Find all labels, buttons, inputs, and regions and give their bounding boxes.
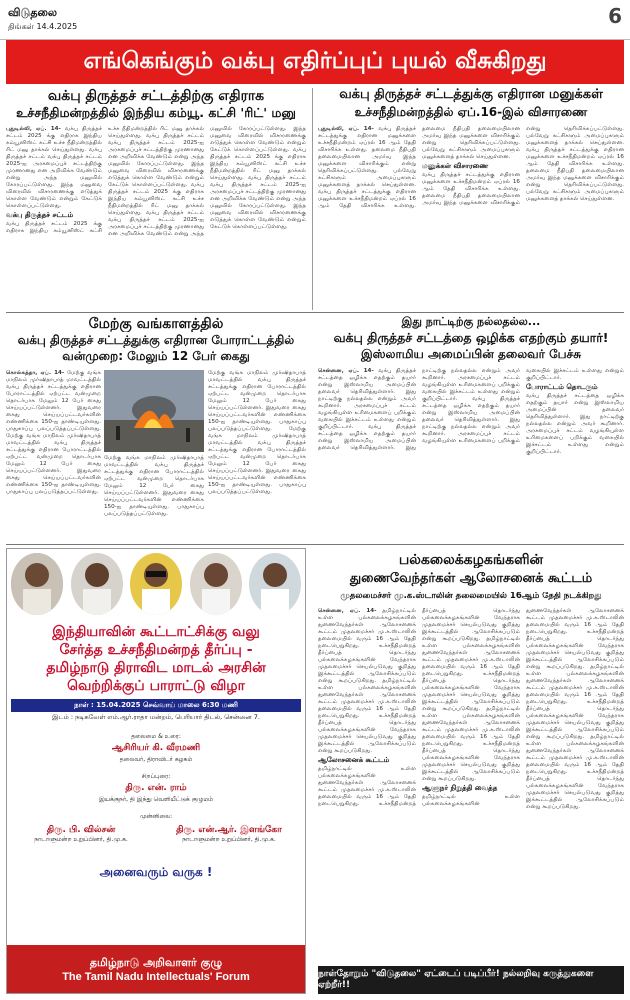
page-number: 6 <box>608 4 622 28</box>
ad-date: நாள் : 15.04.2025 செவ்வாய் மாலை 6:30 மணி <box>11 699 301 712</box>
story5-headline1: பல்கலைக்கழகங்களின் <box>398 552 544 568</box>
story3-body: மேற்கு வங்க மாநிலம் முர்ஷிதாபாத் மாவட்டத்தில் வக்பு திருத்தச் சட்டத்துக்கு எதிரான போராட்டத்தில் ஏற்பட்ட வன்முறை தொடர்பாக மேலும் 12 பேர் கைது செய்யப்பட்டுள்ளனர். இதுவரை கைது செய்யப்பட்டவர்களின் எண்ணிக்கை 150-ஐ தாண்டியுள்ளது. பாதுகாப்பு பலப்படுத்தப்பட்டுள்ளது. <box>6 370 101 432</box>
story5-body-cont: தமிழ்நாட்டில் உள்ள பல்கலைக்கழகங்களின் துணைவேந்தர்கள் ஆலோசனைக் கூட்டம் முதலமைச்சர் மு.க.ஸ்டாலின் தலைமையில் வரும் 16 ஆம் தேதி நடைபெறுகிறது. உச்சநீதிமன்றத் தீர்ப்பைத் தொடர்ந்து பல்கலைக்கழகங்களின் வேந்தராக முதலமைச்சர் செயல்படுவது குறித்து இக்கூட்டத்தில் ஆலோசிக்கப்படும் என்று கூறப்படுகிறது. <box>318 678 416 754</box>
story3-col3 <box>208 370 306 540</box>
story2-body-cont: வக்பு திருத்தச் சட்டத்துக்கு எதிரான மனுக்களை உச்சநீதிமன்றம் ஏப்ரல் 16 ஆம் தேதி விசாரிக்க உள்ளது. தலைமை நீதிபதி தலைமையிலான அமர்வு இந்த மனுக்களை விசாரிக்கும் என்று தெரிவிக்கப்பட்டுள்ளது. பல்வேறு கட்சிகளும் அமைப்புகளும் மனுக்களைத் தாக்கல் செய்துள்ளன. <box>318 126 520 209</box>
protest-photo <box>104 370 204 452</box>
main-banner: எங்கெங்கும் வக்பு எதிர்ப்புப் புயல் வீசுகிறது <box>6 40 624 84</box>
story5-body-cont6: தமிழ்நாட்டில் உள்ள பல்கலைக்கழகங்களின் துணைவேந்தர்கள் ஆலோசனைக் கூட்டம் முதலமைச்சர் மு.க.ஸ்டாலின் தலைமையில் வரும் 16 ஆம் தேதி நடைபெறுகிறது. உச்சநீதிமன்றத் தீர்ப்பைத் தொடர்ந்து பல்கலைக்கழகங்களின் வேந்தராக முதலமைச்சர் செயல்படுவது குறித்து இக்கூட்டத்தில் ஆலோசிக்கப்படும் என்று கூறப்படுகிறது. <box>526 664 624 740</box>
ad-headline-line3: தமிழ்நாடு திராவிட மாடல் அரசின் <box>46 660 266 676</box>
story3-col2 <box>104 455 204 540</box>
ad-speaker1-role: நாடாளுமன்ற உறுப்பினர், தி.மு.க. <box>34 836 128 843</box>
ad-headline-line4: வெற்றிக்குப் பாராட்டு விழா <box>67 678 245 694</box>
story1-body: வக்பு திருத்தச் சட்டம் 2025 க்கு எதிராக இந்திய கம்யூனிஸ்ட் கட்சி உச்ச நீதிமன்றத்தில் ரிட் மனு தாக்கல் செய்துள்ளது. வக்பு திருத்தச் சட்டம் வக்பு திருத்தச் சட்டம் 2025-ஐ அரசமைப்புச் சட்டத்திற்கு முரணானது என அறிவிக்க வேண்டும் என்று அந்த மனுவில் கோரப்பட்டுள்ளது. இந்த மனுவை விரைவில் விசாரணைக்கு எடுத்துக் கொள்ள வேண்டும் என்றும் கேட்டுக் கொள்ளப்பட்டுள்ளது. <box>6 126 103 209</box>
ad-speaker1 <box>11 825 151 844</box>
ad-speaker2 <box>157 825 301 844</box>
portrait-5 <box>249 553 301 615</box>
story4-body-cont2: வக்பு திருத்தச் சட்டத்தை ஒழிக்க எதற்கும் தயார் என்று இஸ்லாமிய அமைப்பின் தலைவர் தெரிவித்துள்ளார். இது நாட்டிற்கு நல்லதல்ல என்றும் அவர் கூறினார். அரசமைப்புச் சட்டம் வழங்கியுள்ள உரிமைகளைப் பறிக்கும் வகையில் இச்சட்டம் உள்ளது என்றும் குறிப்பிட்டார். <box>422 368 624 444</box>
story2-body-cont3: வக்பு திருத்தச் சட்டத்துக்கு எதிரான மனுக்களை உச்சநீதிமன்றம் ஏப்ரல் 16 ஆம் தேதி விசாரிக்க உள்ளது. தலைமை நீதிபதி தலைமையிலான அமர்வு இந்த மனுக்களை விசாரிக்கும் என்று தெரிவிக்கப்பட்டுள்ளது. பல்வேறு கட்சிகளும் அமைப்புகளும் மனுக்களைத் தாக்கல் செய்துள்ளன. <box>526 147 624 202</box>
portrait-3 <box>130 553 182 615</box>
story2-dateline: புதுடில்லி, ஏப். 14- <box>318 126 374 132</box>
portrait-4 <box>190 553 242 615</box>
masthead <box>0 0 630 40</box>
story4-body: வக்பு திருத்தச் சட்டத்தை ஒழிக்க எதற்கும் தயார் என்று இஸ்லாமிய அமைப்பின் தலைவர் தெரிவித்துள்ளார். இது நாட்டிற்கு நல்லதல்ல என்றும் அவர் கூறினார். அரசமைப்புச் சட்டம் வழங்கியுள்ள உரிமைகளைப் பறிக்கும் வகையில் இச்சட்டம் உள்ளது என்றும் குறிப்பிட்டார். <box>318 368 416 430</box>
story1-body-block <box>6 126 306 308</box>
story4-kicker: இது நாட்டிற்கு நல்லதல்ல... <box>401 316 541 328</box>
ad-special-role: இயக்குநர், தி இந்து வெளியீட்டுக் குழுமம் <box>99 796 213 803</box>
ad-chair-name: ஆசிரியர் கி. வீரமணி <box>111 743 201 753</box>
ad-venue: இடம் : நடிகவேள் எம்.ஆர்.ராதா மன்றம், பெரியார் திடல், சென்னை 7. <box>52 713 260 721</box>
issue-date: திங்கள் 14.4.2025 <box>8 22 78 31</box>
portrait-1 <box>11 553 63 615</box>
story3-headline1: மேற்கு வங்காளத்தில் <box>88 316 224 332</box>
ad-headline <box>11 623 301 695</box>
story2-headline2: உச்சநீதிமன்றத்தில் ஏப்.16-இல் விசாரணை <box>354 106 588 119</box>
story4-subhead: போராட்டம் தொடரும் <box>526 383 598 391</box>
story5-body-cont7: தமிழ்நாட்டில் உள்ள பல்கலைக்கழகங்களின் துணைவேந்தர்கள் ஆலோசனைக் கூட்டம் முதலமைச்சர் மு.க.ஸ்டாலின் தலைமையில் வரும் 16 ஆம் தேதி நடைபெறுகிறது. உச்சநீதிமன்றத் தீர்ப்பைத் தொடர்ந்து பல்கலைக்கழகங்களின் வேந்தராக முதலமைச்சர் செயல்படுவது குறித்து இக்கூட்டத்தில் ஆலோசிக்கப்படும் என்று கூறப்படுகிறது. <box>526 734 624 810</box>
story2-subhead: மனுக்கள் விசாரணை <box>422 162 489 170</box>
story5-body-cont3: தமிழ்நாட்டில் உள்ள பல்கலைக்கழகங்களின் துணைவேந்தர்கள் ஆலோசனைக் கூட்டம் முதலமைச்சர் மு.க.ஸ்டாலின் தலைமையில் வரும் 16 ஆம் தேதி நடைபெறுகிறது. உச்சநீதிமன்றத் தீர்ப்பைத் தொடர்ந்து பல்கலைக்கழகங்களின் வேந்தராக முதலமைச்சர் செயல்படுவது குறித்து இக்கூட்டத்தில் ஆலோசிக்கப்படும் என்று கூறப்படுகிறது. <box>422 636 520 712</box>
story5-body: தமிழ்நாட்டில் உள்ள பல்கலைக்கழகங்களின் துணைவேந்தர்கள் ஆலோசனைக் கூட்டம் முதலமைச்சர் மு.க.ஸ்டாலின் தலைமையில் வரும் 16 ஆம் தேதி நடைபெறுகிறது. உச்சநீதிமன்றத் தீர்ப்பைத் தொடர்ந்து பல்கலைக்கழகங்களின் வேந்தராக முதலமைச்சர் செயல்படுவது குறித்து இக்கூட்டத்தில் ஆலோசிக்கப்படும் என்று கூறப்படுகிறது. <box>318 608 416 684</box>
story5-body-cont4: தமிழ்நாட்டில் உள்ள பல்கலைக்கழகங்களின் துணைவேந்தர்கள் ஆலோசனைக் கூட்டம் முதலமைச்சர் மு.க.ஸ்டாலின் தலைமையில் வரும் 16 ஆம் தேதி நடைபெறுகிறது. உச்சநீதிமன்றத் தீர்ப்பைத் தொடர்ந்து பல்கலைக்கழகங்களின் வேந்தராக முதலமைச்சர் செயல்படுவது குறித்து இக்கூட்டத்தில் ஆலோசிக்கப்படும் என்று கூறப்படுகிறது. <box>422 706 520 782</box>
ad-org-tamil: தமிழ்நாடு அறிவாளர் குழு <box>89 955 223 969</box>
story1-body-cont: வக்பு திருத்தச் சட்டம் 2025 க்கு எதிராக இந்திய கம்யூனிஸ்ட் கட்சி உச்ச நீதிமன்றத்தில் ரிட் மனு தாக்கல் செய்துள்ளது. வக்பு திருத்தச் சட்டம் வக்பு திருத்தச் சட்டம் 2025-ஐ அரசமைப்புச் சட்டத்திற்கு முரணானது என அறிவிக்க வேண்டும் என்று அந்த மனுவில் கோரப்பட்டுள்ளது. இந்த மனுவை விரைவில் விசாரணைக்கு எடுத்துக் கொள்ள வேண்டும் என்றும் கேட்டுக் கொள்ளப்பட்டுள்ளது. <box>6 126 204 234</box>
story2-body-cont2: வக்பு திருத்தச் சட்டத்துக்கு எதிரான மனுக்களை உச்சநீதிமன்றம் ஏப்ரல் 16 ஆம் தேதி விசாரிக்க உள்ளது. தலைமை நீதிபதி தலைமையிலான அமர்வு இந்த மனுக்களை விசாரிக்கும் என்று தெரிவிக்கப்பட்டுள்ளது. பல்வேறு கட்சிகளும் அமைப்புகளும் மனுக்களைத் தாக்கல் செய்துள்ளன. <box>422 126 624 206</box>
story1-headline1: வக்பு திருத்தச் சட்டத்திற்கு எதிராக <box>47 88 265 104</box>
ad-special-name: திரு. என். ராம் <box>125 783 187 793</box>
story3-body-cont4: மேற்கு வங்க மாநிலம் முர்ஷிதாபாத் மாவட்டத்தில் வக்பு திருத்தச் சட்டத்துக்கு எதிரான போராட்டத்தில் ஏற்பட்ட வன்முறை தொடர்பாக மேலும் 12 பேர் கைது செய்யப்பட்டுள்ளனர். இதுவரை கைது செய்யப்பட்டவர்களின் எண்ணிக்கை 150-ஐ தாண்டியுள்ளது. பாதுகாப்பு பலப்படுத்தப்பட்டுள்ளது. <box>208 426 306 495</box>
event-advertisement <box>6 548 306 994</box>
story4-dateline: சென்னை, ஏப். 14- <box>318 368 374 374</box>
story4-body-block <box>318 368 624 540</box>
story5-subhead2: ஆளுநர் நிறுத்தி வைத்த <box>422 784 498 792</box>
story4-headline2: இஸ்லாமிய அமைப்பின் தலைவர் பேச்சு <box>360 348 582 361</box>
story3-headline2: வக்பு திருத்தச் சட்டத்துக்கு எதிரான போராட்டத்தில் <box>17 334 295 347</box>
ad-speaker-label: முன்னிலை: <box>139 813 173 820</box>
section-rule <box>6 312 624 313</box>
story3-body-cont2: மேற்கு வங்க மாநிலம் முர்ஷிதாபாத் மாவட்டத்தில் வக்பு திருத்தச் சட்டத்துக்கு எதிரான போராட்டத்தில் ஏற்பட்ட வன்முறை தொடர்பாக மேலும் 12 பேர் கைது செய்யப்பட்டுள்ளனர். இதுவரை கைது செய்யப்பட்டவர்களின் எண்ணிக்கை 150-ஐ தாண்டியுள்ளது. பாதுகாப்பு பலப்படுத்தப்பட்டுள்ளது. <box>104 455 204 517</box>
story3-col1 <box>6 370 101 540</box>
story5-body-block <box>318 608 624 960</box>
story1-headline2: உச்சநீதிமன்றத்தில் இந்திய கம்யூ. கட்சி 'ரிட்' மனு <box>16 106 296 120</box>
ad-speaker2-name: திரு. என்.ஆர். இளங்கோ <box>176 825 282 835</box>
column-divider <box>312 88 313 310</box>
story3-headline3: வன்முறை: மேலும் 12 பேர் கைது <box>62 350 250 363</box>
story4-headline1: வக்பு திருத்தச் சட்டத்தை ஒழிக்க எதற்கும் தயார்! <box>333 331 609 345</box>
ad-organizer-footer <box>7 945 305 993</box>
story4-body-cont3: வக்பு திருத்தச் சட்டத்தை ஒழிக்க எதற்கும் தயார் என்று இஸ்லாமிய அமைப்பின் தலைவர் தெரிவித்துள்ளார். இது நாட்டிற்கு நல்லதல்ல என்றும் அவர் கூறினார். அரசமைப்புச் சட்டம் வழங்கியுள்ள உரிமைகளைப் பறிக்கும் வகையில் இச்சட்டம் உள்ளது என்றும் குறிப்பிட்டார். <box>526 393 624 455</box>
ad-chair-role: தலைவர், திராவிடர் கழகம் <box>119 756 193 763</box>
story5-headline2: துணைவேந்தர்கள் ஆலோசனைக் கூட்டம் <box>349 572 593 586</box>
story5-body-cont2: தமிழ்நாட்டில் உள்ள பல்கலைக்கழகங்களின் துணைவேந்தர்கள் ஆலோசனைக் கூட்டம் முதலமைச்சர் மு.க.ஸ்டாலின் தலைமையில் வரும் 16 ஆம் தேதி நடைபெறுகிறது. உச்சநீதிமன்றத் தீர்ப்பைத் தொடர்ந்து பல்கலைக்கழகங்களின் வேந்தராக முதலமைச்சர் செயல்படுவது குறித்து இக்கூட்டத்தில் ஆலோசிக்கப்படும் என்று கூறப்படுகிறது. <box>318 608 520 807</box>
ad-headline-line1: இந்தியாவின் கூட்டாட்சிக்கு வலு <box>52 624 260 640</box>
story5-dateline: சென்னை, ஏப். 14- <box>318 608 377 614</box>
ad-special-label: சிறப்புரை: <box>141 773 171 780</box>
ad-chair-label: தலைமை & உரை: <box>131 733 181 740</box>
ad-portraits <box>11 553 301 619</box>
ad-org-english: The Tamil Nadu Intellectuals' Forum <box>62 970 250 983</box>
story3-dateline: கொல்கத்தா, ஏப். 14- <box>6 370 65 376</box>
section-rule-2 <box>6 544 624 545</box>
story5-subhead1: ஆலோசனைக் கூட்டம் <box>318 756 390 764</box>
story5-body-cont5: தமிழ்நாட்டில் உள்ள பல்கலைக்கழகங்களின் துணைவேந்தர்கள் ஆலோசனைக் கூட்டம் முதலமைச்சர் மு.க.ஸ்டாலின் தலைமையில் வரும் 16 ஆம் தேதி நடைபெறுகிறது. உச்சநீதிமன்றத் தீர்ப்பைத் தொடர்ந்து பல்கலைக்கழகங்களின் வேந்தராக முதலமைச்சர் செயல்படுவது குறித்து இக்கூட்டத்தில் ஆலோசிக்கப்படும் என்று கூறப்படுகிறது. <box>422 608 624 807</box>
story1-body-cont2: வக்பு திருத்தச் சட்டம் 2025 க்கு எதிராக இந்திய கம்யூனிஸ்ட் கட்சி உச்ச நீதிமன்றத்தில் ரிட் மனு தாக்கல் செய்துள்ளது. வக்பு திருத்தச் சட்டம் வக்பு திருத்தச் சட்டம் 2025-ஐ அரசமைப்புச் சட்டத்திற்கு முரணானது என அறிவிக்க வேண்டும் என்று அந்த மனுவில் கோரப்பட்டுள்ளது. இந்த மனுவை விரைவில் விசாரணைக்கு எடுத்துக் கொள்ள வேண்டும் என்றும் கேட்டுக் கொள்ளப்பட்டுள்ளது. <box>108 126 306 237</box>
story1-body-cont3: வக்பு திருத்தச் சட்டம் 2025 க்கு எதிராக இந்திய கம்யூனிஸ்ட் கட்சி உச்ச நீதிமன்றத்தில் ரிட் மனு தாக்கல் செய்துள்ளது. வக்பு திருத்தச் சட்டம் வக்பு திருத்தச் சட்டம் 2025-ஐ அரசமைப்புச் சட்டத்திற்கு முரணானது என அறிவிக்க வேண்டும் என்று அந்த மனுவில் கோரப்பட்டுள்ளது. இந்த மனுவை விரைவில் விசாரணைக்கு எடுத்துக் கொள்ள வேண்டும் என்றும் கேட்டுக் கொள்ளப்பட்டுள்ளது. <box>210 147 306 230</box>
story2-headline1: வக்பு திருத்தச் சட்டத்துக்கு எதிரான மனுக்கள் <box>339 88 603 102</box>
ad-headline-line2: சேர்த்த உச்சநீதிமன்றத் தீர்ப்பு - <box>59 642 253 658</box>
story1-subhead: வக்பு திருத்தச் சட்டம் <box>6 211 74 219</box>
story5-strap: முதலமைச்சர் மு.க.ஸ்டாலின் தலைமையில் 16ஆம் தேதி நடக்கிறது <box>340 592 602 601</box>
footer-banner: நாள்தோறும் "விடுதலை" ஏட்டைப் படிப்பீர்! நல்லறிவு கருத்துகளை ஏற்றீர்!! <box>318 966 624 994</box>
portrait-2 <box>71 553 123 615</box>
ad-welcome: அனைவரும் வருக ! <box>99 865 213 879</box>
story2-body: வக்பு திருத்தச் சட்டத்துக்கு எதிரான மனுக்களை உச்சநீதிமன்றம் ஏப்ரல் 16 ஆம் தேதி விசாரிக்க உள்ளது. தலைமை நீதிபதி தலைமையிலான அமர்வு இந்த மனுக்களை விசாரிக்கும் என்று தெரிவிக்கப்பட்டுள்ளது. பல்வேறு கட்சிகளும் அமைப்புகளும் மனுக்களைத் தாக்கல் செய்துள்ளன. <box>318 126 417 188</box>
story3-body-cont3: மேற்கு வங்க மாநிலம் முர்ஷிதாபாத் மாவட்டத்தில் வக்பு திருத்தச் சட்டத்துக்கு எதிரான போராட்டத்தில் ஏற்பட்ட வன்முறை தொடர்பாக மேலும் 12 பேர் கைது செய்யப்பட்டுள்ளனர். இதுவரை கைது செய்யப்பட்டவர்களின் எண்ணிக்கை 150-ஐ தாண்டியுள்ளது. பாதுகாப்பு பலப்படுத்தப்பட்டுள்ளது. <box>208 370 306 432</box>
ad-speaker1-name: திரு. பி. வில்சன் <box>46 825 116 835</box>
story2-body-block <box>318 126 624 308</box>
newspaper-name: விடுதலை <box>8 6 58 19</box>
story1-dateline: புதுடில்லி, ஏப். 14- <box>6 126 61 132</box>
story4-body-cont: வக்பு திருத்தச் சட்டத்தை ஒழிக்க எதற்கும் தயார் என்று இஸ்லாமிய அமைப்பின் தலைவர் தெரிவித்துள்ளார். இது நாட்டிற்கு நல்லதல்ல என்றும் அவர் கூறினார். அரசமைப்புச் சட்டம் வழங்கியுள்ள உரிமைகளைப் பறிக்கும் வகையில் இச்சட்டம் உள்ளது என்றும் குறிப்பிட்டார். <box>318 368 520 451</box>
protest-photo-illustration <box>104 370 204 452</box>
ad-speaker2-role: நாடாளுமன்ற உறுப்பினர், தி.மு.க. <box>182 836 276 843</box>
story3-body-cont: மேற்கு வங்க மாநிலம் முர்ஷிதாபாத் மாவட்டத்தில் வக்பு திருத்தச் சட்டத்துக்கு எதிரான போராட்டத்தில் ஏற்பட்ட வன்முறை தொடர்பாக மேலும் 12 பேர் கைது செய்யப்பட்டுள்ளனர். இதுவரை கைது செய்யப்பட்டவர்களின் எண்ணிக்கை 150-ஐ தாண்டியுள்ளது. பாதுகாப்பு பலப்படுத்தப்பட்டுள்ளது. <box>6 433 101 495</box>
